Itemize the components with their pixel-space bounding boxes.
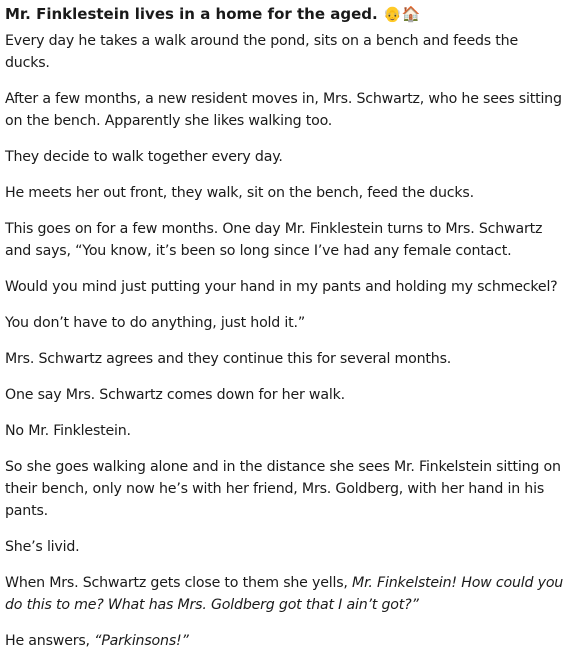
- paragraph-9: One say Mrs. Schwartz comes down for her walk.: [5, 387, 345, 403]
- paragraph-answer: [5, 630, 564, 652]
- yell-quote: Mr. Finkelstein! How could you do this to me? What has Mrs. Goldberg got that I ain’t got?”: [5, 575, 564, 613]
- paragraph-11: So she goes walking alone and in the distance she sees Mr. Finkelstein sitting on their bench, only now he’s with her friend, Mrs. Goldberg, with her hand in his pants.: [5, 459, 561, 519]
- paragraph-1: Every day he takes a walk around the pond, sits on a bench and feeds the ducks.: [5, 33, 518, 71]
- paragraph-5: This goes on for a few months. One day Mr. Finklestein turns to Mrs. Schwartz and says, “You know, it’s been so long since I’ve had any female contact.: [5, 221, 543, 259]
- answer-quote: “Parkinsons!”: [94, 633, 189, 649]
- paragraph-6: Would you mind just putting your hand in my pants and holding my schmeckel?: [5, 279, 558, 295]
- paragraph-8: Mrs. Schwartz agrees and they continue this for several months.: [5, 351, 452, 367]
- paragraph-12: She’s livid.: [5, 539, 80, 555]
- paragraph-7: You don’t have to do anything, just hold it.”: [5, 315, 305, 331]
- paragraph-2: After a few months, a new resident moves in, Mrs. Schwartz, who he sees sitting on the bench. Apparently she likes walking too.: [5, 91, 562, 129]
- answer-intro: He answers,: [5, 633, 95, 649]
- yell-intro: When Mrs. Schwartz gets close to them she yells,: [5, 575, 353, 591]
- house-emoji-icon: 🏠: [401, 5, 421, 23]
- paragraph-4: He meets her out front, they walk, sit on the bench, feed the ducks.: [5, 185, 474, 201]
- paragraph-10: No Mr. Finklestein.: [5, 423, 131, 439]
- paragraph-3: They decide to walk together every day.: [5, 149, 283, 165]
- post-title-line: [5, 4, 564, 24]
- paragraph-yell: [5, 572, 564, 616]
- old-man-emoji-icon: 👴: [382, 5, 402, 23]
- post-title: Mr. Finklestein lives in a home for the aged.: [5, 5, 378, 23]
